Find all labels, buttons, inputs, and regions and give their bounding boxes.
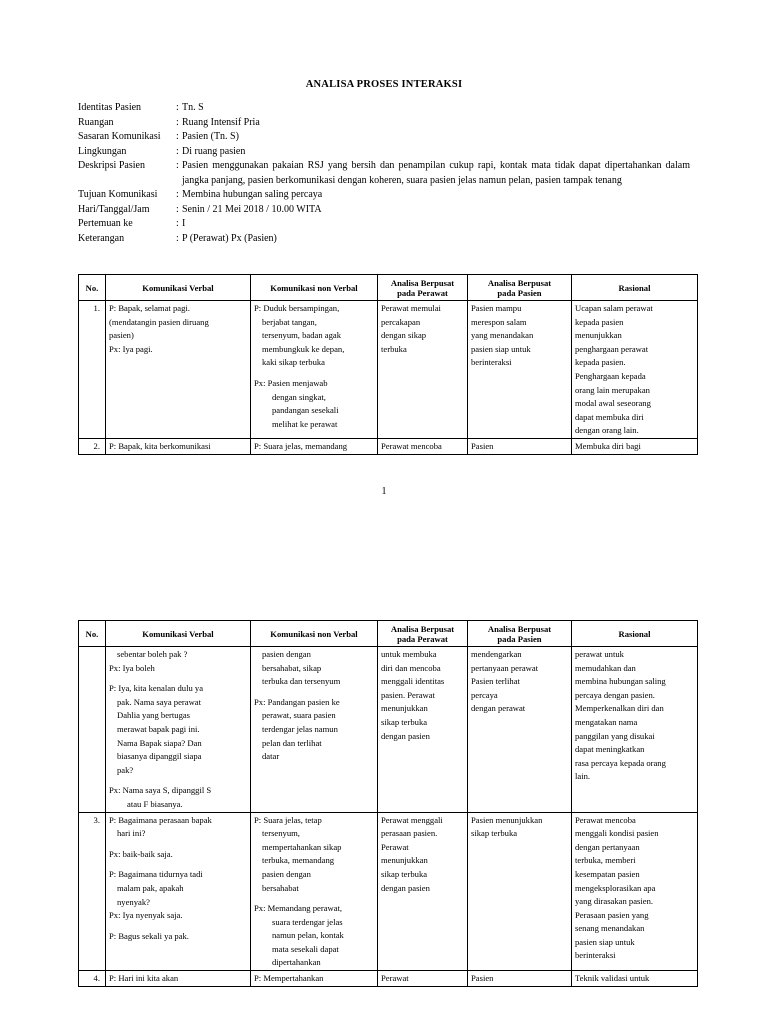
- interaction-table-page-1: [78, 274, 698, 455]
- row-number: 4.: [79, 971, 106, 987]
- cell-analisa-perawat: Perawat: [378, 971, 468, 987]
- identity-row: [78, 101, 690, 116]
- table-row: [79, 438, 698, 454]
- page-number: 1: [381, 486, 387, 497]
- header-verbal: Komunikasi Verbal: [106, 275, 251, 301]
- identity-label: Deskripsi Pasien: [78, 160, 145, 171]
- header-analisa-perawat: Analisa Berpusat pada Perawat: [378, 275, 468, 301]
- cell-rasional: perawat untuk memudahkan dan membina hubungan saling percaya dengan pasien. Memperkenalkan diri dan mengatakan nama panggilan yang disukai dapat meningkatkan rasa percaya kepada orang lain.: [572, 647, 698, 813]
- cell-nonverbal: pasien dengan bersahabat, sikap terbuka dan tersenyum Px: Pandangan pasien ke perawat, suara pasien terdengar jelas namun pelan dan terlihat datar: [251, 647, 378, 813]
- identity-value: Ruang Intensif Pria: [182, 116, 260, 128]
- cell-nonverbal: P: Suara jelas, tetap tersenyum, mempertahankan sikap terbuka, memandang pasien dengan bersahabat Px: Memandang perawat, suara terdengar jelas namun pelan, kontak mata sesekali dapat dipertahankan: [251, 812, 378, 971]
- row-number: 2.: [79, 438, 106, 454]
- table-header-row: [79, 275, 698, 301]
- identity-label: Hari/Tanggal/Jam: [78, 203, 150, 215]
- identity-value: Senin / 21 Mei 2018 / 10.00 WITA: [182, 203, 322, 215]
- identity-block: [78, 101, 690, 246]
- identity-value: Membina hubungan saling percaya: [182, 189, 323, 200]
- identity-row: [78, 217, 690, 232]
- table-row: [79, 971, 698, 987]
- row-number: [79, 647, 106, 813]
- identity-colon: :: [176, 203, 179, 215]
- identity-value: Tn. S: [182, 102, 204, 113]
- cell-rasional: Ucapan salam perawat kepada pasien menunjukkan penghargaan perawat kepada pasien. Penghargaan kepada orang lain merupakan modal awal seseorang dapat membuka diri dengan orang lain.: [572, 301, 698, 439]
- table-row: [79, 812, 698, 971]
- table-row: [79, 301, 698, 439]
- cell-analisa-pasien: Pasien: [468, 971, 572, 987]
- identity-colon: :: [176, 160, 179, 171]
- cell-rasional: Membuka diri bagi: [572, 438, 698, 454]
- table-row: [79, 647, 698, 813]
- header-nonverbal: Komunikasi non Verbal: [251, 275, 378, 301]
- cell-verbal: P: Bapak, selamat pagi. (mendatangin pasien diruang pasien) Px: Iya pagi.: [106, 301, 251, 439]
- document-title: ANALISA PROSES INTERAKSI: [305, 79, 463, 90]
- cell-analisa-pasien: Pasien mampu merespon salam yang menandakan pasien siap untuk berinteraksi: [468, 301, 572, 439]
- identity-value: Di ruang pasien: [182, 145, 246, 157]
- cell-rasional: Perawat mencoba menggali kondisi pasien dengan pertanyaan terbuka, memberi kesempatan pasien mengeksplorasikan apa yang dirasakan pasien. Perasaan pasien yang senang menandakan pasien siap untuk berinteraksi: [572, 812, 698, 971]
- cell-nonverbal: P: Duduk bersampingan, berjabat tangan, tersenyum, badan agak membungkuk ke depan, kaki sikap terbuka Px: Pasien menjawab dengan singkat, pandangan sesekali melihat ke perawat: [251, 301, 378, 439]
- cell-nonverbal: P: Mempertahankan: [251, 971, 378, 987]
- identity-row: [78, 203, 690, 218]
- header-nonverbal: Komunikasi non Verbal: [251, 621, 378, 647]
- identity-label: Pertemuan ke: [78, 218, 133, 229]
- identity-row: [78, 130, 690, 145]
- cell-analisa-perawat: untuk membuka diri dan mencoba menggali identitas pasien. Perawat menunjukkan sikap terbuka dengan pasien: [378, 647, 468, 813]
- cell-nonverbal: P: Suara jelas, memandang: [251, 438, 378, 454]
- cell-rasional: Teknik validasi untuk: [572, 971, 698, 987]
- identity-colon: :: [176, 189, 179, 200]
- identity-colon: :: [176, 218, 179, 229]
- table-header-row: [79, 621, 698, 647]
- row-number: 3.: [79, 812, 106, 971]
- row-number: 1.: [79, 301, 106, 439]
- identity-label: Lingkungan: [78, 145, 127, 157]
- header-verbal: Komunikasi Verbal: [106, 621, 251, 647]
- identity-value: Pasien (Tn. S): [182, 131, 239, 142]
- interaction-table-page-2: [78, 620, 698, 987]
- identity-row: [78, 188, 690, 203]
- header-no: No.: [79, 275, 106, 301]
- identity-row: [78, 116, 690, 131]
- identity-colon: :: [176, 232, 179, 244]
- header-rasional: Rasional: [572, 621, 698, 647]
- cell-analisa-pasien: Pasien menunjukkan sikap terbuka: [468, 812, 572, 971]
- cell-analisa-perawat: Perawat memulai percakapan dengan sikap terbuka: [378, 301, 468, 439]
- cell-analisa-pasien: Pasien: [468, 438, 572, 454]
- cell-verbal: P: Hari ini kita akan: [106, 971, 251, 987]
- cell-analisa-pasien: mendengarkan pertanyaan perawat Pasien terlihat percaya dengan perawat: [468, 647, 572, 813]
- identity-colon: :: [176, 145, 179, 157]
- header-analisa-pasien: Analisa Berpusat pada Pasien: [468, 275, 572, 301]
- identity-colon: :: [176, 102, 179, 113]
- identity-colon: :: [176, 131, 179, 142]
- identity-label: Identitas Pasien: [78, 102, 142, 113]
- cell-verbal: P: Bagaimana perasaan bapak hari ini? Px: baik-baik saja. P: Bagaimana tidurnya tadi malam pak, apakah nyenyak? Px: Iya nyenyak saja. P: Bagus sekali ya pak.: [106, 812, 251, 971]
- identity-label: Keterangan: [78, 232, 125, 244]
- identity-colon: :: [176, 116, 179, 128]
- cell-verbal: sebentar boleh pak ? Px: Iya boleh P: Iya, kita kenalan dulu ya pak. Nama saya perawat Dahlia yang bertugas merawat bapak pagi ini. Nama Bapak siapa? Dan biasanya dipanggil siapa pak? Px: Nama saya S, dipanggil S atau F biasanya.: [106, 647, 251, 813]
- identity-label: Sasaran Komunikasi: [78, 131, 161, 142]
- identity-value: I: [182, 218, 186, 229]
- identity-value: P (Perawat) Px (Pasien): [182, 232, 277, 244]
- cell-analisa-perawat: Perawat menggali perasaan pasien. Perawat menunjukkan sikap terbuka dengan pasien: [378, 812, 468, 971]
- identity-row: [78, 159, 690, 188]
- identity-row: [78, 232, 690, 247]
- header-no: No.: [79, 621, 106, 647]
- identity-label: Tujuan Komunikasi: [78, 189, 158, 200]
- header-analisa-perawat: Analisa Berpusat pada Perawat: [378, 621, 468, 647]
- cell-verbal: P: Bapak, kita berkomunikasi: [106, 438, 251, 454]
- identity-value: Pasien menggunakan pakaian RSJ yang bersih dan penampilan cukup rapi, kontak mata tidak dapat dipertahankan dalam jangka panjang, pasien berkomunikasi dengan koheren, suara pasien jelas namun pelan, pasien tampak tenang: [182, 160, 690, 186]
- identity-row: [78, 145, 690, 160]
- identity-label: Ruangan: [78, 116, 114, 128]
- header-analisa-pasien: Analisa Berpusat pada Pasien: [468, 621, 572, 647]
- cell-analisa-perawat: Perawat mencoba: [378, 438, 468, 454]
- header-rasional: Rasional: [572, 275, 698, 301]
